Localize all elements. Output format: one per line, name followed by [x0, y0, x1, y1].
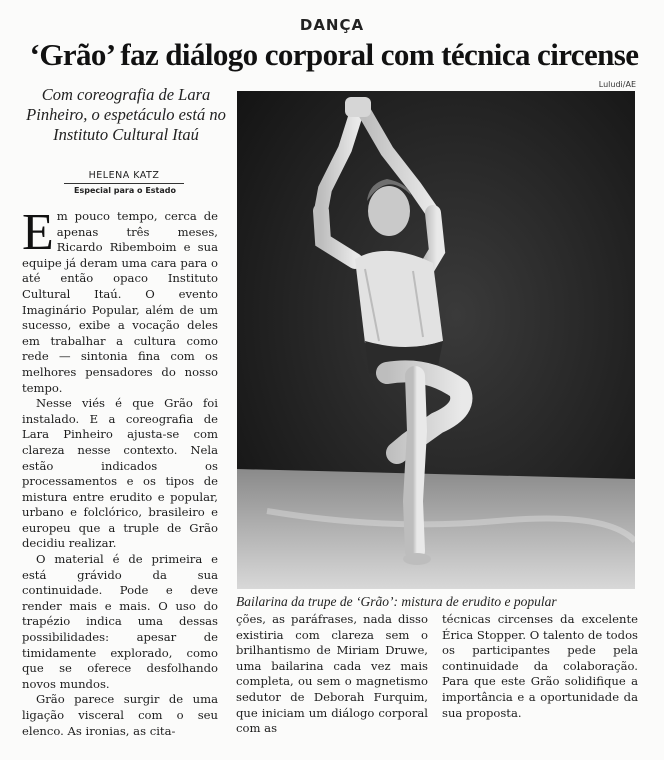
- byline-role: Especial para o Estado: [74, 186, 176, 195]
- article-paragraph: Grão parece surgir de uma ligação visceral com o seu elenco. As ironias, as cita-: [22, 692, 218, 738]
- article-paragraph: [22, 204, 218, 396]
- section-label: DANÇA: [299, 16, 365, 34]
- byline-author: HELENA KATZ: [64, 170, 184, 184]
- dancer-photo: [237, 91, 635, 589]
- article-column-1: [22, 204, 218, 739]
- photo-credit: Luludi/AE: [598, 80, 636, 89]
- deck-subheadline: Com coreografia de Lara Pinheiro, o espetáculo está no Instituto Cultural Itaú: [26, 85, 226, 144]
- article-paragraph: técnicas circenses da excelente Érica Stopper. O talento de todos os participantes pede pela continuidade da colaboração. Para que este Grão solidifique a importância e a oportunidade da sua proposta.: [442, 612, 638, 720]
- article-column-2: [236, 612, 428, 737]
- paragraph-text: m pouco tempo, cerca de apenas três meses, Ricardo Ribemboim e sua equipe já deram uma cara para o até então opaco Instituto Cultural Itaú. O evento Imaginário Popular, além de um sucesso, exibe a vocação deles em trabalhar a cultura como rede — sintonia fina com os melhores pensadores do nosso tempo.: [22, 209, 218, 395]
- headline: ‘Grão’ faz diálogo corporal com técnica circense: [29, 37, 639, 72]
- article-column-3: [442, 612, 638, 721]
- article-paragraph: O material é de primeira e está grávido da sua continuidade. Pode e deve render mais e mais. O uso do trapézio indica uma dessas possibilidades: apesar de timidamente explorado, como que se oferece desfolhando novos mundos.: [22, 552, 218, 691]
- photo-caption: Bailarina da trupe de ‘Grão’: mistura de erudito e popular: [236, 594, 557, 609]
- dancer-photo-illustration: [237, 91, 635, 589]
- drop-cap: E: [22, 204, 54, 261]
- article-paragraph: ções, as paráfrases, nada disso existiria com clareza sem o brilhantismo de Miriam Druwe, uma bailarina cada vez mais completa, ou sem o magnetismo sedutor de Deborah Furquim, que iniciam um diálogo corporal com as: [236, 612, 428, 736]
- article-paragraph: Nesse viés é que Grão foi instalado. E a coreografia de Lara Pinheiro ajusta-se com clareza nesse contexto. Nela estão indicados os processamentos e os tipos de mistura entre erudito e popular, urbano e folclórico, brasileiro e europeu que a truple de Grão decidiu realizar.: [22, 396, 218, 551]
